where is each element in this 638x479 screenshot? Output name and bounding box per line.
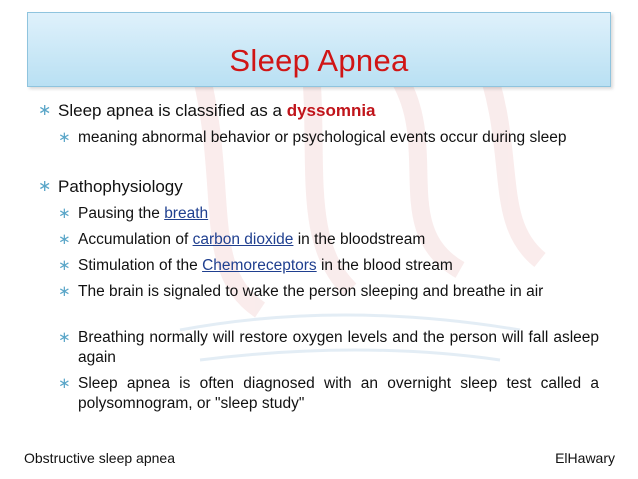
bullet-text: Breathing normally will restore oxygen levels and the person will fall asleep again — [78, 329, 599, 366]
chemoreceptors-link[interactable]: Chemoreceptors — [202, 257, 317, 274]
bullet-classification — [38, 100, 598, 121]
footer-title: Obstructive sleep apnea — [24, 450, 175, 466]
asterisk-bullet-icon: ∗ — [58, 129, 71, 146]
dyssomnia-term: dyssomnia — [286, 101, 376, 120]
asterisk-bullet-icon: ∗ — [58, 283, 71, 300]
asterisk-bullet-icon: ∗ — [58, 231, 71, 248]
bullet-text: Accumulation of — [78, 231, 193, 248]
breath-link[interactable]: breath — [164, 205, 209, 222]
bullet-meaning — [58, 128, 599, 148]
bullet-text: in the blood stream — [316, 257, 453, 274]
bullet-text: Pathophysiology — [58, 177, 183, 196]
bullet-text: Pausing the — [78, 205, 165, 222]
bullet-text: Stimulation of the — [78, 257, 203, 274]
bullet-text: The brain is signaled to wake the person sleeping and breathe in air — [78, 283, 544, 300]
bullet-text: meaning abnormal behavior or psychological events occur during sleep — [78, 129, 567, 146]
bullet-text: in the bloodstream — [293, 231, 426, 248]
footer-author: ElHawary — [555, 450, 615, 466]
slide-title: Sleep Apnea — [229, 43, 409, 78]
carbon-dioxide-link[interactable]: carbon dioxide — [192, 231, 294, 248]
asterisk-bullet-icon: ∗ — [38, 102, 52, 119]
bullet-chemoreceptors — [58, 256, 599, 276]
bullet-pausing-breath — [58, 204, 599, 224]
asterisk-bullet-icon: ∗ — [58, 257, 71, 274]
bullet-pathophysiology — [38, 176, 598, 197]
bullet-brain-signaled — [58, 282, 599, 302]
asterisk-bullet-icon: ∗ — [38, 178, 52, 195]
asterisk-bullet-icon: ∗ — [58, 375, 71, 392]
bullet-breathing-normally — [58, 328, 599, 368]
bullet-carbon-dioxide — [58, 230, 599, 250]
asterisk-bullet-icon: ∗ — [58, 329, 71, 346]
bullet-diagnosis — [58, 374, 599, 414]
bullet-text: Sleep apnea is classified as a — [58, 101, 287, 120]
asterisk-bullet-icon: ∗ — [58, 205, 71, 222]
bullet-text: Sleep apnea is often diagnosed with an overnight sleep test called a polysomnogram, or "sleep study" — [78, 375, 599, 412]
